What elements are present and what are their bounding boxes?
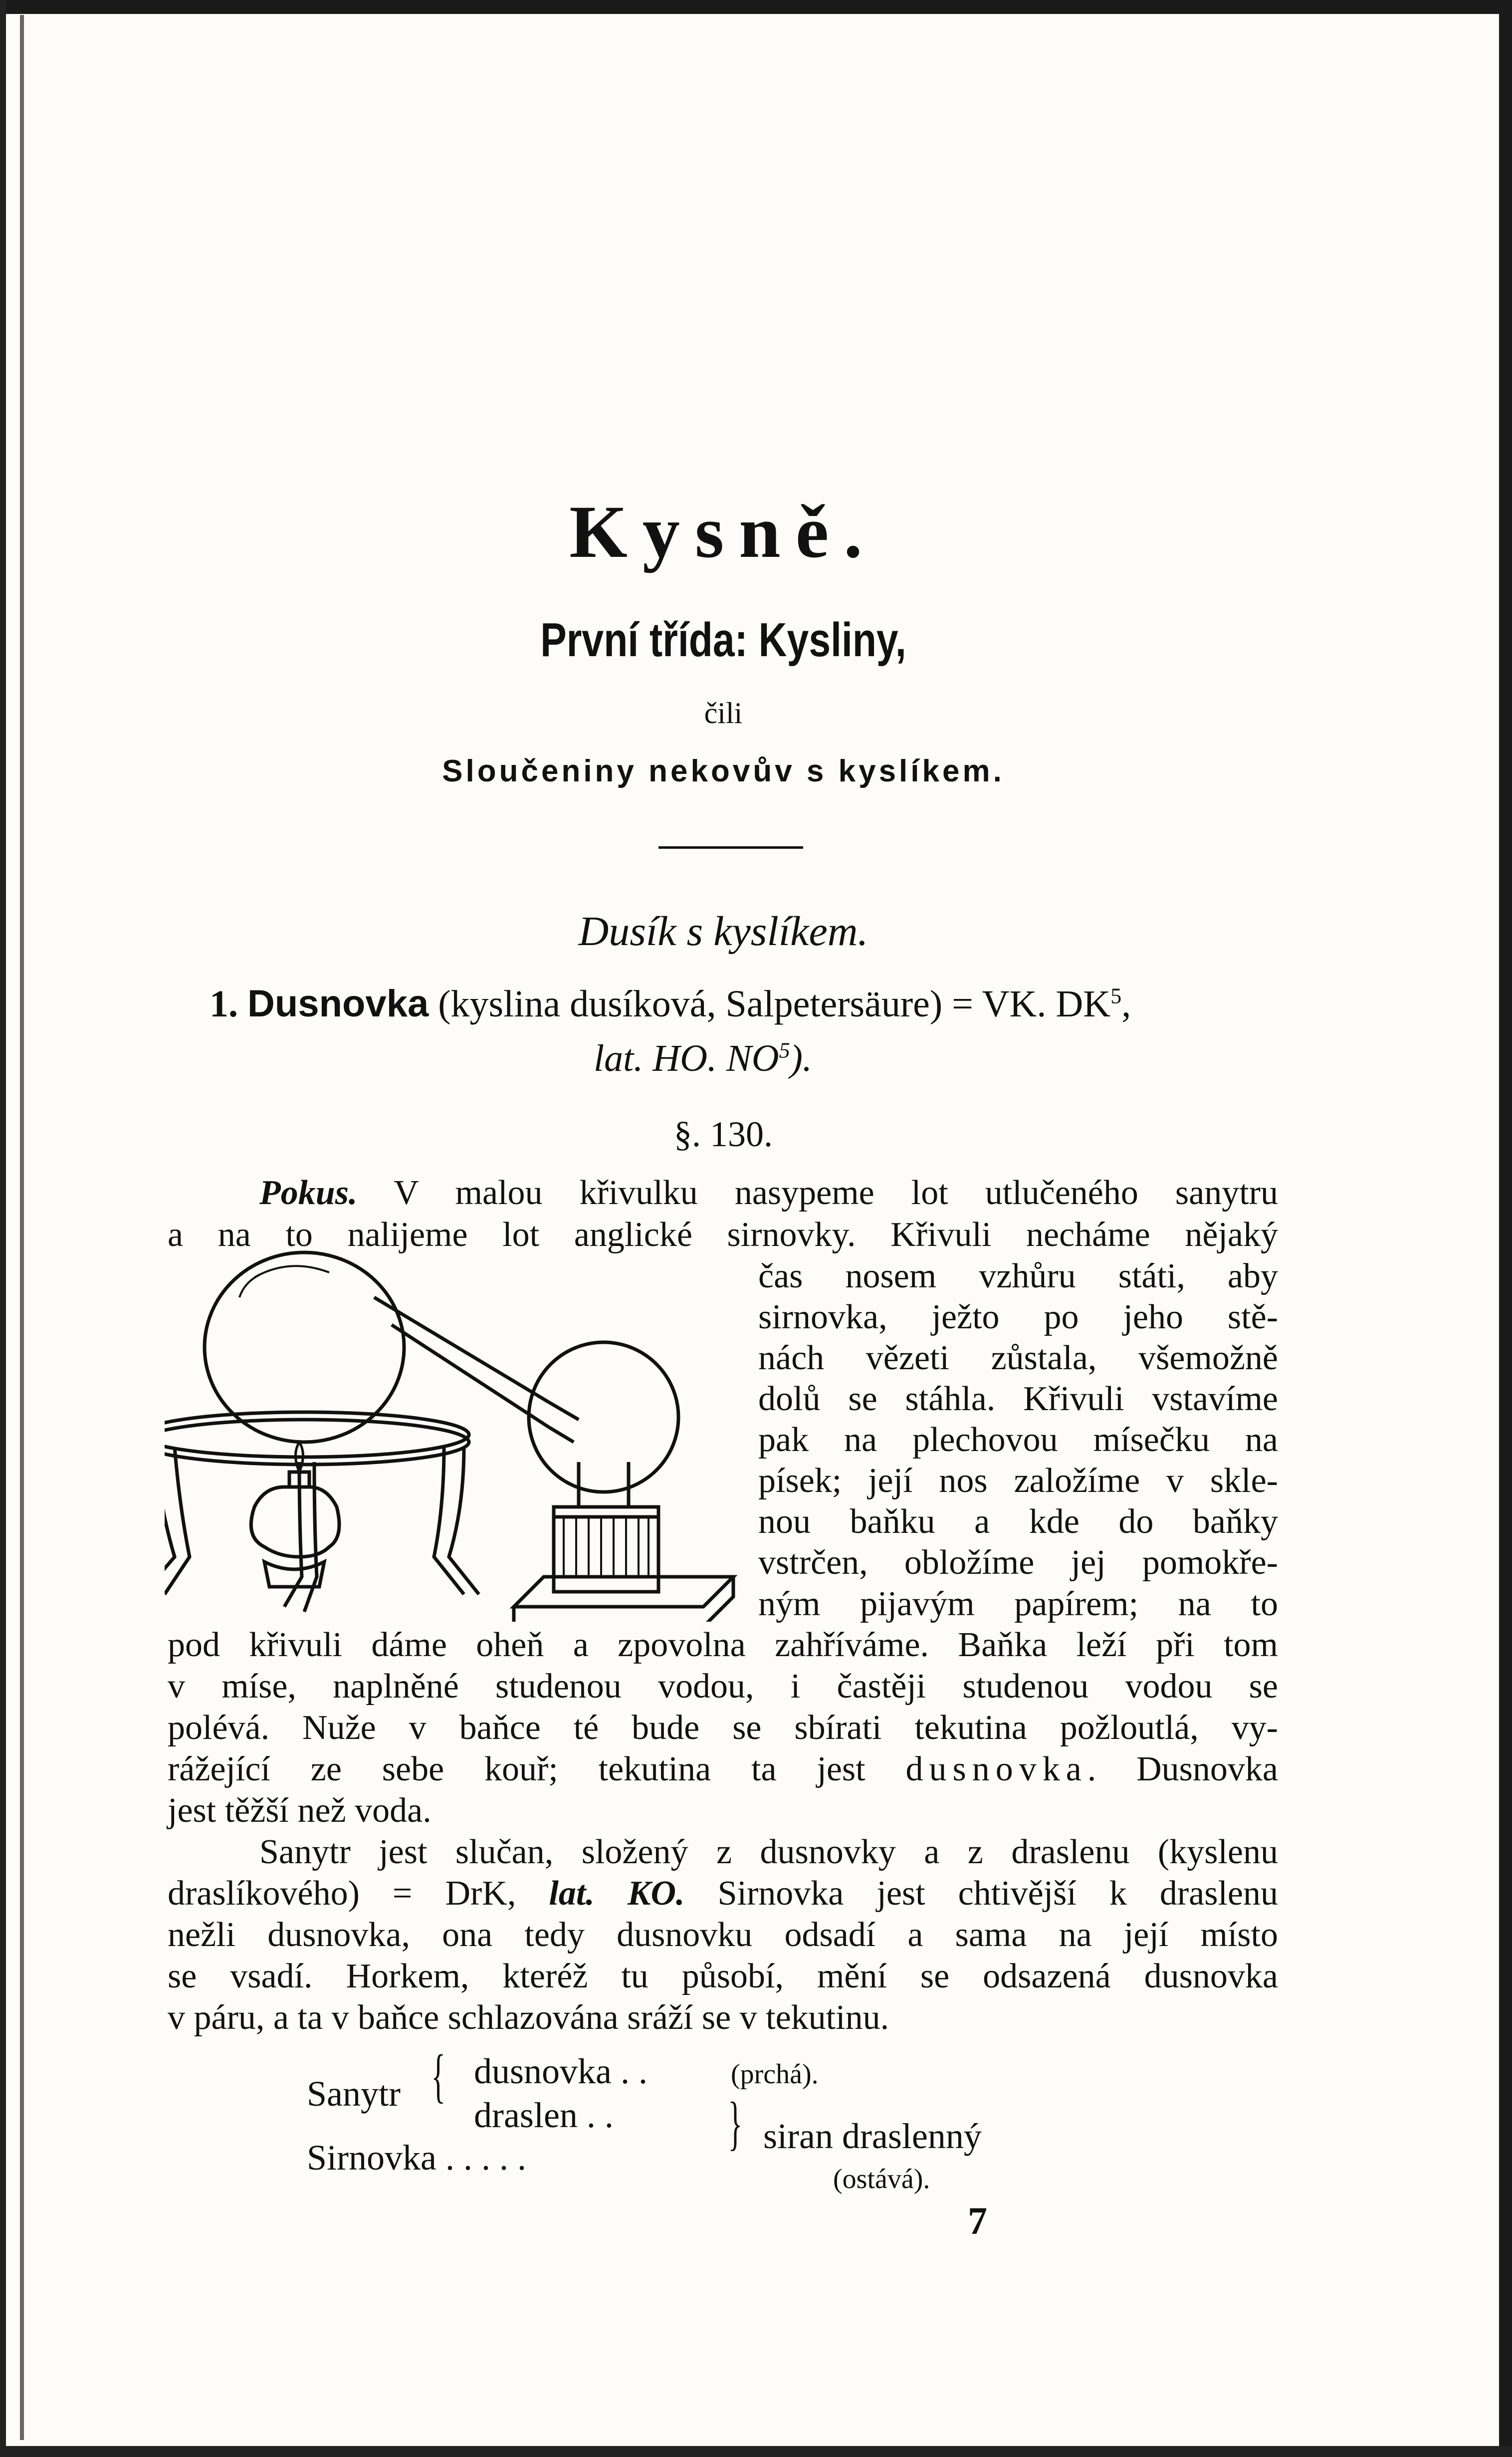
class-subheading: Sloučeniny nekovův s kyslíkem. xyxy=(442,754,1005,788)
class-heading: První třída: Kysliny, xyxy=(540,613,906,667)
entry-heading xyxy=(210,982,1131,1026)
body-line: písek; její nos založíme v skle- xyxy=(758,1462,1278,1500)
scheme-brace-left: { xyxy=(431,2042,446,2109)
body-text: Sirnovka jest chtivější k draslenu xyxy=(684,1874,1278,1913)
body-line: dolů se stáhla. Křivuli vstavíme xyxy=(758,1380,1278,1418)
body-line xyxy=(168,1876,1278,1911)
body-text: rážející ze sebe kouř; tekutina ta jest xyxy=(168,1750,906,1788)
entry-desc-superscript: 5 xyxy=(1110,983,1122,1008)
scheme-sirnovka: Sirnovka . . . . . xyxy=(307,2138,526,2178)
scan-border-top xyxy=(0,0,1512,14)
entry-latin-superscript: 5 xyxy=(779,1038,790,1063)
body-line: se vsadí. Horkem, kteréž tu působí, mění se odsazená dusnovka xyxy=(168,1957,1278,1995)
body-line: sirnovka, ježto po jeho stě- xyxy=(758,1298,1278,1336)
scan-border-right xyxy=(1499,0,1512,2457)
body-line: vstrčen, obložíme jej pomokře- xyxy=(758,1543,1278,1582)
paragraph-number: §. 130. xyxy=(674,1114,773,1154)
body-line: Sanytr jest slučan, složený z dusnovky a z draslenu (kyslenu xyxy=(259,1833,1278,1871)
divider-rule xyxy=(658,846,803,849)
body-line: pak na plechovou mísečku na xyxy=(758,1421,1278,1459)
body-line xyxy=(168,1752,1278,1787)
scheme-sanytr: Sanytr xyxy=(307,2074,401,2114)
entry-desc-end: , xyxy=(1121,983,1131,1025)
body-line: polévá. Nuže v baňce té bude se sbírati tekutina požloutlá, vy- xyxy=(168,1709,1278,1747)
entry-description: (kyslina dusíková, Salpetersäure) = VK. DK xyxy=(429,983,1111,1025)
body-line xyxy=(259,1176,1278,1211)
body-line: pod křivuli dáme oheň a zpovolna zahříváme. Baňka leží při tom xyxy=(168,1626,1278,1664)
entry-latin-suffix: ). xyxy=(790,1037,812,1079)
scan-border-left xyxy=(0,0,6,2457)
scan-border-left-inner xyxy=(20,15,24,2440)
scheme-prcha: (prchá). xyxy=(731,2059,819,2090)
body-line: a na to nalijeme lot anglické sirnovky. Křivuli necháme nějaký xyxy=(168,1216,1278,1254)
scheme-draslen: draslen . . xyxy=(474,2095,614,2135)
retort-apparatus-illustration xyxy=(165,1228,753,1622)
entry-number: 1. xyxy=(210,983,238,1025)
body-line: nách vězeti zůstala, všemožně xyxy=(758,1339,1278,1377)
entry-latin xyxy=(594,1037,812,1080)
body-line: v páru, a ta v baňce schlazována sráží se v tekutinu. xyxy=(168,1998,889,2037)
scan-border-bottom xyxy=(0,2446,1512,2457)
body-text: draslíkového) = DrK, xyxy=(168,1874,549,1913)
scheme-dusnovka: dusnovka . . xyxy=(474,2051,648,2091)
body-line: v míse, naplněné studenou vodou, i častěji studenou vodou se xyxy=(168,1667,1278,1706)
entry-latin-formula: lat. HO. NO xyxy=(594,1037,779,1079)
scheme-brace-right: } xyxy=(728,2090,743,2156)
body-line: čas nosem vzhůru státi, aby xyxy=(758,1257,1278,1295)
body-text: . Dusnovka xyxy=(1087,1750,1278,1788)
body-text: V malou křivulku nasypeme lot utlučeného sanytru xyxy=(357,1174,1278,1212)
emphasis-dusnovka: dusnovka xyxy=(905,1750,1087,1788)
pokus-label: Pokus. xyxy=(259,1174,358,1212)
body-line: ným pijavým papírem; na to xyxy=(758,1585,1278,1623)
section-title: Dusík s kyslíkem. xyxy=(578,908,868,955)
conjunction-cili: čili xyxy=(704,697,743,730)
scheme-siran: siran draslenný xyxy=(763,2116,982,2156)
body-line: nou baňku a kde do baňky xyxy=(758,1502,1278,1541)
page-number: 7 xyxy=(968,2199,987,2242)
entry-name: Dusnovka xyxy=(247,983,429,1025)
body-line: nežli dusnovka, ona tedy dusnovku odsadí a sama na její místo xyxy=(168,1916,1278,1954)
latin-formula: lat. KO. xyxy=(549,1874,685,1913)
scheme-ostava: (ostává). xyxy=(833,2164,930,2195)
page-title: Kysně. xyxy=(569,491,877,573)
body-line: jest těžší než voda. xyxy=(168,1791,432,1830)
